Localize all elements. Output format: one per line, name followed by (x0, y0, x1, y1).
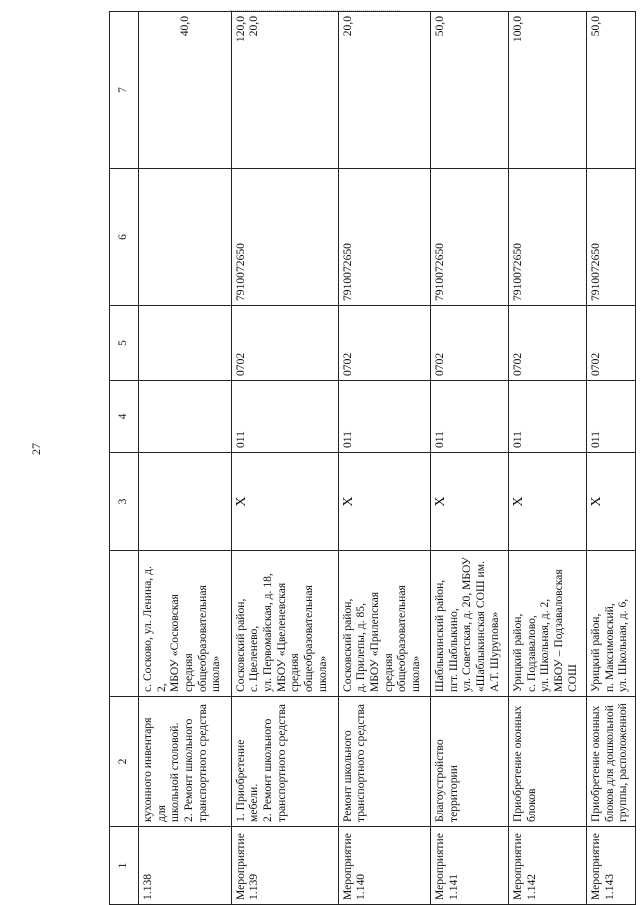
header-col-5: 4 (110, 381, 139, 453)
header-col-7: 6 (110, 169, 139, 306)
cell-code-011: 011 (587, 381, 636, 453)
cell-line: ул. Первомайская, д. 18, (260, 573, 274, 692)
cell-line: школа» (209, 655, 223, 692)
cell-line: кухонного инвентаря для (141, 717, 168, 822)
cell-description (431, 697, 509, 827)
cell-line: 120,0 (233, 16, 247, 43)
cell-address (509, 551, 587, 697)
cell-line: средняя (182, 653, 196, 692)
cell-line: транспортного средства (274, 704, 288, 822)
cell-line: 1.141 (446, 873, 460, 900)
cell-line: пгт. Шаблыкино, (446, 608, 460, 692)
cell-line: Приобретение оконных (589, 705, 603, 822)
cell-line: 1.139 (247, 873, 261, 900)
cell-line: транспортного средства (354, 704, 368, 822)
cell-line: блоков для дошкольной (602, 705, 616, 822)
cell-line: Мероприятие (589, 833, 603, 900)
cell-code-011: 011 (431, 381, 509, 453)
cell-description (139, 697, 232, 827)
cell-line: Урицкий район, (589, 613, 603, 692)
cell-section-code: 0702 (338, 306, 431, 381)
header-col-2: 2 (110, 697, 139, 827)
cell-line: МБОУ «Прилепская (367, 591, 381, 692)
cell-line: Приобретение оконных (511, 705, 525, 822)
cell-code-011: 011 (338, 381, 431, 453)
cell-line: с. Цвеленево, (247, 625, 261, 692)
cell-section-code: 0702 (231, 306, 338, 381)
page-number: 27 (29, 443, 43, 455)
table-row (509, 12, 587, 905)
cell-line: общеобразовательная (395, 585, 409, 692)
cell-measure-id (587, 827, 636, 905)
cell-x-mark: X (431, 453, 509, 551)
cell-line: 100,0 (511, 16, 525, 43)
cell-line: Мероприятие (433, 833, 447, 900)
cell-amount (509, 12, 587, 169)
cell-x-mark: X (587, 453, 636, 551)
cell-description (338, 697, 431, 827)
table-body (139, 12, 636, 905)
cell-x-mark: X (338, 453, 431, 551)
cell-line: МБОУ «Сосковская (168, 594, 182, 692)
cell-target-article: 7910072650 (587, 169, 636, 306)
cell-measure-id (509, 827, 587, 905)
cell-description (587, 697, 636, 827)
header-row (110, 12, 139, 905)
budget-table (109, 11, 636, 905)
cell-line: Мероприятие (233, 833, 247, 900)
cell-code-011: 011 (509, 381, 587, 453)
cell-address (338, 551, 431, 697)
cell-section-code: 0702 (587, 306, 636, 381)
cell-line: общеобразовательная (195, 585, 209, 692)
cell-target-article (139, 169, 232, 306)
cell-x-mark: X (509, 453, 587, 551)
cell-target-article: 7910072650 (431, 169, 509, 306)
cell-address (587, 551, 636, 697)
table-row (431, 12, 509, 905)
cell-line: школа» (408, 655, 422, 692)
table-row (587, 12, 636, 905)
cell-line: 20,0 (340, 16, 354, 37)
cell-line: 1.138 (141, 873, 154, 900)
cell-line: 2. Ремонт школьного (260, 718, 274, 822)
cell-line: п. Максимовский, (602, 603, 616, 692)
cell-amount (231, 12, 338, 169)
cell-amount (338, 12, 431, 169)
header-col-3 (110, 551, 139, 697)
cell-line: МБОУ – Подзаваловская (552, 569, 566, 692)
cell-x-mark (139, 453, 232, 551)
cell-measure-id (139, 827, 232, 905)
cell-address (231, 551, 338, 697)
cell-target-article: 7910072650 (338, 169, 431, 306)
cell-line: д. Прилепы, д. 85, (354, 603, 368, 692)
cell-line: общеобразовательная (301, 585, 315, 692)
cell-line: Сосковский район, (233, 598, 247, 692)
cell-section-code (139, 306, 232, 381)
cell-measure-id (431, 827, 509, 905)
cell-line: ул. Школьная, д. 2, (538, 598, 552, 692)
cell-measure-id (231, 827, 338, 905)
cell-section-code: 0702 (431, 306, 509, 381)
cell-amount (587, 12, 636, 169)
cell-line: группы, расположенной (616, 703, 630, 822)
cell-line: 40,0 (177, 16, 191, 37)
cell-line: 1.140 (354, 873, 368, 900)
cell-amount (431, 12, 509, 169)
cell-line: МБОУ «Цвеленевская (274, 582, 288, 692)
cell-line: средняя (288, 653, 302, 692)
cell-line: 20,0 (247, 16, 261, 37)
cell-description (231, 697, 338, 827)
cell-address (139, 551, 232, 697)
cell-x-mark: X (231, 453, 338, 551)
cell-line: А.Т. Шурупова» (487, 611, 501, 692)
cell-line: блоков (524, 788, 538, 822)
cell-line: СОШ (565, 664, 579, 692)
rotated-table-container (109, 12, 636, 905)
cell-line: 1.142 (524, 873, 538, 900)
cell-line: школа» (315, 655, 329, 692)
cell-line: ул. Советская, д. 20, МБОУ (460, 557, 474, 692)
cell-line: Ремонт школьного (340, 730, 354, 822)
cell-line: Шаблыкинский район, (433, 579, 447, 692)
cell-line: Благоустройство (433, 739, 447, 822)
cell-address (431, 551, 509, 697)
cell-line: 2. Ремонт школьного (182, 718, 196, 822)
cell-line: Сосковский район, (340, 598, 354, 692)
header-col-4: 3 (110, 453, 139, 551)
cell-section-code: 0702 (509, 306, 587, 381)
cell-description (509, 697, 587, 827)
cell-line: ул. Школьная, д. 6, (616, 598, 630, 692)
cell-line: 1. Приобретение мебели. (233, 739, 261, 822)
cell-code-011: 011 (231, 381, 338, 453)
cell-amount (139, 12, 232, 169)
header-col-1: 1 (110, 827, 139, 905)
cell-line: Мероприятие (340, 833, 354, 900)
cell-line: школьной столовой. (168, 722, 182, 822)
cell-target-article: 7910072650 (231, 169, 338, 306)
cell-line: с. Сосково, ул. Ленина, д. 2, (141, 566, 168, 692)
table-row (139, 12, 232, 905)
table-row (231, 12, 338, 905)
cell-line: территории (446, 765, 460, 822)
table-row (338, 12, 431, 905)
cell-line: 1.143 (602, 873, 616, 900)
header-col-8: 7 (110, 12, 139, 169)
cell-code-011 (139, 381, 232, 453)
cell-line: «Шаблыкинская СОШ им. (474, 561, 488, 692)
cell-line: 50,0 (589, 16, 603, 37)
cell-target-article: 7910072650 (509, 169, 587, 306)
cell-line: Мероприятие (511, 833, 525, 900)
cell-line: Урицкий район, (511, 613, 525, 692)
cell-measure-id (338, 827, 431, 905)
header-col-6: 5 (110, 306, 139, 381)
cell-line: с. Подзавалово, (524, 615, 538, 692)
cell-line: средняя (381, 653, 395, 692)
cell-line: 50,0 (433, 16, 447, 37)
cell-line: транспортного средства (195, 704, 209, 822)
